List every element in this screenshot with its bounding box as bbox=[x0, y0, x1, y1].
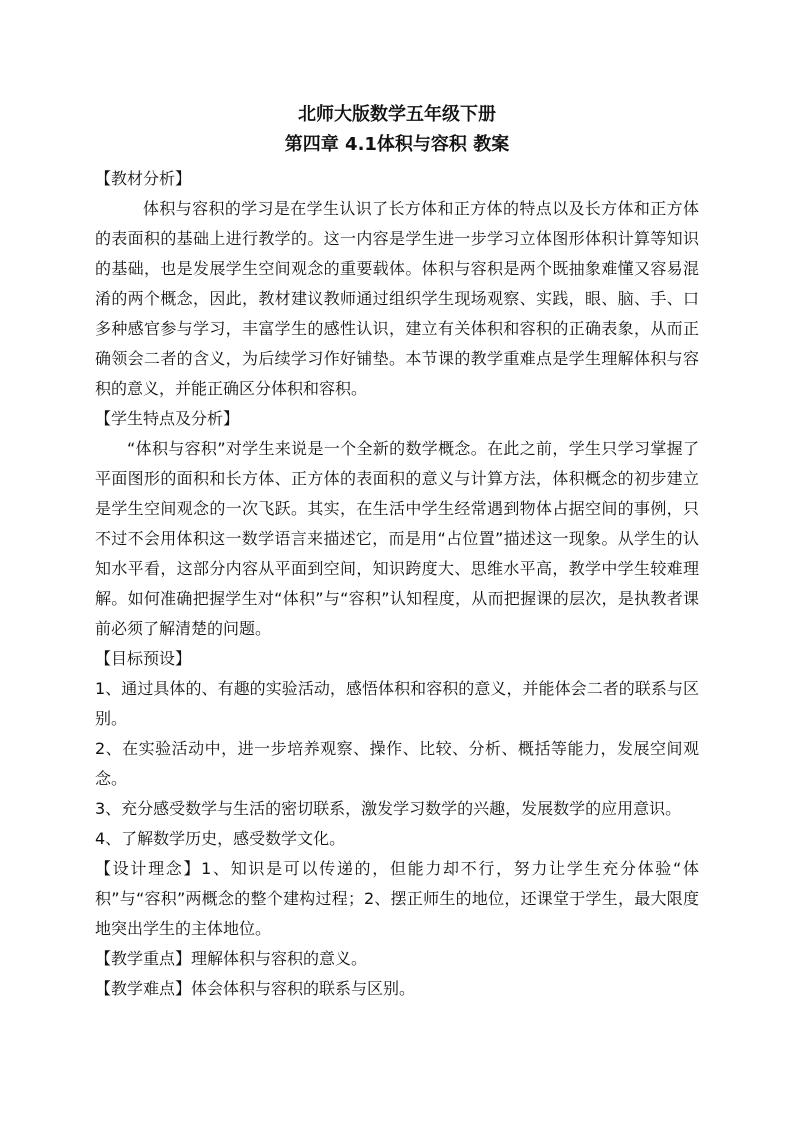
section-heading-materials: 【教材分析】 bbox=[95, 169, 192, 188]
section-materials bbox=[95, 164, 699, 404]
section-heading-goals: 【目标预设】 bbox=[95, 649, 192, 668]
section-body-difficulty: 体会体积与容积的联系与区别。 bbox=[191, 979, 416, 998]
difficulty-paragraph bbox=[95, 974, 699, 1004]
section-heading-difficulty: 【教学难点】 bbox=[95, 979, 192, 998]
section-students bbox=[95, 404, 699, 644]
section-heading-students: 【学生特点及分析】 bbox=[95, 409, 240, 428]
section-heading-key-point: 【教学重点】 bbox=[95, 949, 192, 968]
document-subtitle: 第四章 4.1体积与容积 教案 bbox=[284, 134, 510, 155]
document-page bbox=[95, 100, 699, 1004]
section-difficulty bbox=[95, 974, 699, 1004]
section-body-students: “体积与容积”对学生来说是一个全新的数学概念。在此之前，学生只学习掌握了平面图形的面积和长方体、正方体的表面积的意义与计算方法，体积概念的初步建立是学生空间观念的一次飞跃。其实，在生活中学生经常遇到物体占据空间的事例，只不过不会用体积这一数学语言来描述它，而是用“占位置”描述这一现象。从学生的认知水平看，这部分内容从平面到空间，知识跨度大、思维水平高，教学中学生较难理解。如何准确把握学生对“体积”与“容积”认知程度，从而把握课的层次，是执教者课前必须了解清楚的问题。 bbox=[95, 439, 699, 638]
goal-item: 3、充分感受数学与生活的密切联系，激发学习数学的兴趣，发展数学的应用意识。 bbox=[95, 799, 682, 818]
key-point-paragraph bbox=[95, 944, 699, 974]
goal-item: 4、了解数学历史，感受数学文化。 bbox=[95, 829, 346, 848]
section-goals bbox=[95, 644, 699, 854]
section-key-point bbox=[95, 944, 699, 974]
section-heading-design: 【设计理念】 bbox=[95, 859, 202, 878]
document-title: 北师大版数学五年级下册 bbox=[298, 104, 496, 125]
section-body-design: 1、知识是可以传递的，但能力却不行，努力让学生充分体验“体积”与“容积”两概念的整个建构过程；2、摆正师生的地位，还课堂于学生，最大限度地突出学生的主体地位。 bbox=[95, 859, 699, 938]
section-design bbox=[95, 854, 699, 944]
section-body-key-point: 理解体积与容积的意义。 bbox=[191, 949, 368, 968]
section-body-materials: 体积与容积的学习是在学生认识了长方体和正方体的特点以及长方体和正方体的表面积的基础上进行教学的。这一内容是学生进一步学习立体图形体积计算等知识的基础，也是发展学生空间观念的重要载体。体积与容积是两个既抽象难懂又容易混淆的两个概念，因此，教材建议教师通过组织学生现场观察、实践，眼、脑、手、口多种感官参与学习，丰富学生的感性认识，建立有关体积和容积的正确表象，从而正确领会二者的含义，为后续学习作好铺垫。本节课的教学重难点是学生理解体积与容积的意义，并能正确区分体积和容积。 bbox=[95, 199, 699, 398]
goal-item: 2、在实验活动中，进一步培养观察、操作、比较、分析、概括等能力，发展空间观念。 bbox=[95, 739, 699, 788]
goal-item: 1、通过具体的、有趣的实验活动，感悟体积和容积的意义，并能体会二者的联系与区别。 bbox=[95, 679, 699, 728]
design-paragraph bbox=[95, 854, 699, 944]
